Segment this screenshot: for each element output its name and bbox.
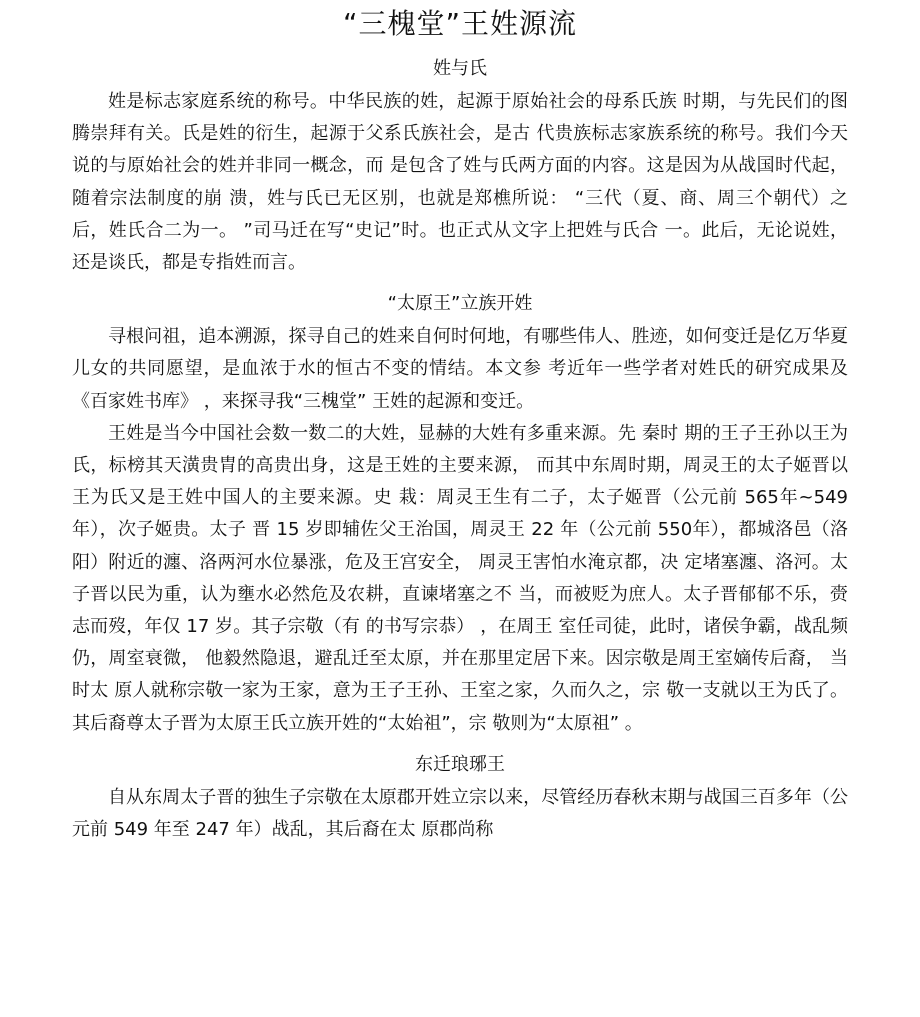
- section-heading: 姓与氏: [433, 58, 487, 79]
- section-taiyuan-wang-origin: [72, 289, 848, 740]
- paragraph: 自从东周太子晋的独生子宗敬在太原郡开姓立宗以来，尽管经历春秋末期与战国三百多年（公元前 549 年至 247 年）战乱，其后裔在太 原郡尚称: [72, 786, 848, 841]
- paragraph: 姓是标志家庭系统的称号。中华民族的姓，起源于原始社会的母系氏族 时期，与先民们的图腾崇拜有关。氏是姓的衍生，起源于父系氏族社会，是古 代贵族标志家族系统的称号。我们今天说的与原始社会的姓并非同一概念，而 是包含了姓与氏两方面的内容。这是因为从战国时代起，随着宗法制度的崩 溃，姓与氏已无区别，也就是郑樵所说： “三代（夏、商、周三个朝代）之 后，姓氏合二为一。 ”司马迁在写“史记”时。也正式从文字上把姓与氏合 一。此后，无论说姓，还是谈氏，都是专指姓而言。: [72, 91, 848, 274]
- document-title: “三槐堂”王姓源流: [342, 7, 577, 40]
- paragraph: 王姓是当今中国社会数一数二的大姓，显赫的大姓有多重来源。先 秦时 期的王子王孙以王为氏，标榜其天潢贵胄的高贵出身，这是王姓的主要来源， 而其中东周时期，周灵王的太子姬晋以王为氏又是王姓中国人的主要来源。史 栽：周灵王生有二子，太子姬晋（公元前 565年~549 年），次子姬贵。太子 晋 15 岁即辅佐父王治国，周灵王 22 年（公元前 550年），都城洛邑（洛 阳）附近的瀍、洛两河水位暴涨，危及王宫安全， 周灵王害怕水淹京都，决 定堵塞瀍、洛河。太子晋以民为重，认为壅水必然危及农耕，直谏堵塞之不 当，而被贬为庶人。太子晋郁郁不乐，赍志而歿，年仅 17 岁。其子宗敬（有 的书写宗恭） ，在周王 室任司徒，此时，诸侯争霸，战乱频仍，周室衰微， 他毅然隐退，避乱迁至太原，并在那里定居下来。因宗敬是周王室嫡传后裔， 当时太 原人就称宗敬一家为王家，意为王子王孙、王室之家，久而久之，宗 敬一支就以王为氏了。其后裔尊太子晋为太原王氏立族开姓的“太始祖”，宗 敬则为“太原祖” 。: [72, 422, 849, 734]
- section-surname-and-clan: [72, 54, 848, 279]
- paragraph: 寻根问祖，追本溯源，探寻自己的姓来自何时何地，有哪些伟人、胜迹，如何变迁是亿万华夏儿女的共同愿望，是血浓于水的恒古不变的情结。本文参 考近年一些学者对姓氏的研究成果及《百家姓书库》 ，来探寻我“三槐堂” 王姓的起源和变迁。: [72, 326, 848, 412]
- section-heading: 东迁琅琊王: [415, 753, 505, 775]
- section-eastward-langya-wang: [72, 750, 848, 846]
- section-heading: “太原王”立族开姓: [387, 293, 533, 315]
